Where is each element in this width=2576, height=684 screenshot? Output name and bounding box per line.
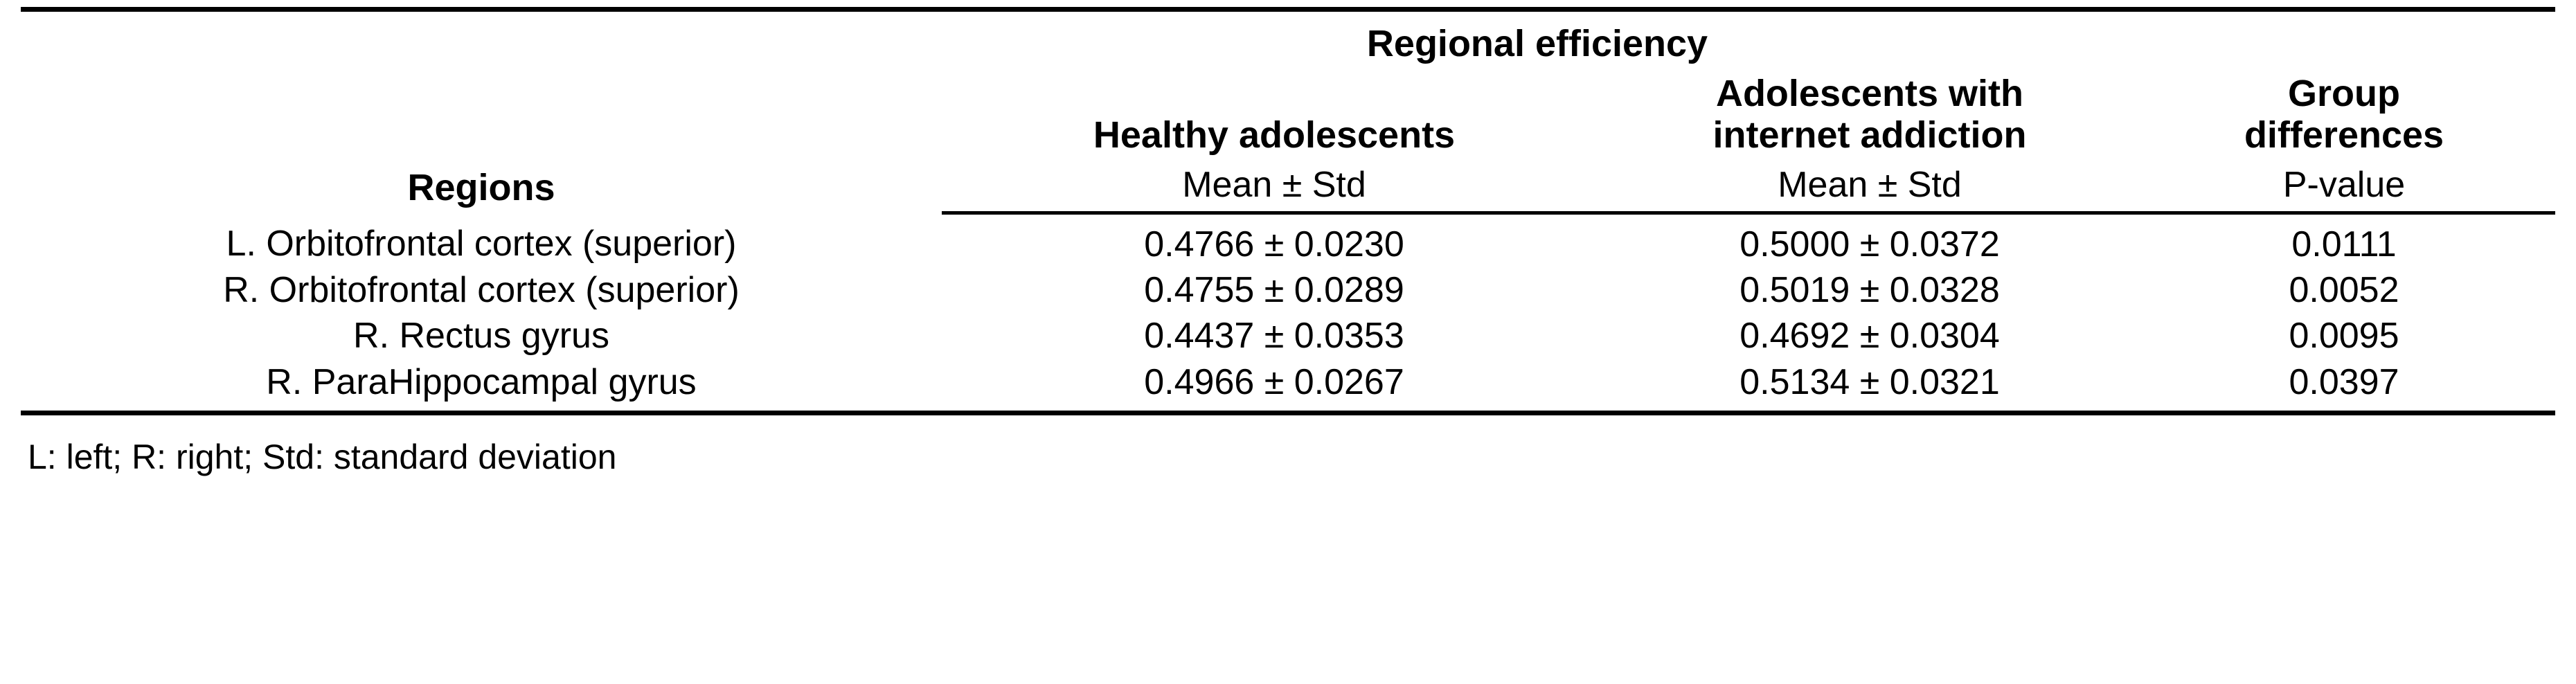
cell-region: R. Orbitofrontal cortex (superior) [223, 270, 740, 311]
table-row [21, 267, 2555, 313]
header-mean-std-addicted: Mean ± Std [1607, 160, 2133, 213]
cell-addicted: 0.5000 ± 0.0372 [1739, 224, 2000, 265]
cell-addicted: 0.4692 ± 0.0304 [1739, 316, 2000, 357]
header-healthy-adolescents: Healthy adolescents [1093, 114, 1456, 156]
cell-region: R. ParaHippocampal gyrus [21, 359, 942, 413]
cell-region: R. Rectus gyrus [353, 316, 609, 357]
table-body [21, 213, 2555, 413]
cell-healthy: 0.4766 ± 0.0230 [1144, 224, 1404, 265]
header-group-differences [2133, 71, 2555, 160]
regional-efficiency-table [21, 7, 2555, 415]
cell-pvalue: 0.0095 [2289, 316, 2399, 357]
header-group-line1: Group [2288, 73, 2400, 115]
cell-addicted: 0.5019 ± 0.0328 [1739, 270, 2000, 311]
header-regional-efficiency: Regional efficiency [942, 10, 2133, 71]
header-spacer-right [2133, 10, 2555, 71]
table-footnote: L: left; R: right; Std: standard deviation [28, 437, 617, 476]
header-group-line2: differences [2244, 114, 2444, 156]
cell-region: L. Orbitofrontal cortex (superior) [226, 223, 737, 264]
cell-healthy: 0.4437 ± 0.0353 [1144, 316, 1404, 357]
table-row [21, 313, 2555, 359]
cell-pvalue: 0.0111 [2291, 224, 2397, 265]
table-row [21, 359, 2555, 413]
header-adolescents-internet-addiction [1607, 71, 2133, 160]
header-addicted-line2: internet addiction [1712, 114, 2027, 156]
header-addicted-line1: Adolescents with [1715, 73, 2024, 115]
cell-pvalue: 0.0052 [2289, 270, 2399, 311]
header-pvalue: P-value [2133, 160, 2555, 213]
cell-healthy: 0.4755 ± 0.0289 [1144, 270, 1404, 311]
header-row-group [21, 10, 2555, 71]
header-mean-std-healthy: Mean ± Std [942, 160, 1607, 213]
header-regions-label: Regions [407, 166, 555, 208]
cell-pvalue: 0.0397 [2133, 359, 2555, 413]
cell-addicted: 0.5134 ± 0.0321 [1607, 359, 2133, 413]
table-header [21, 10, 2555, 213]
header-row-titles [21, 71, 2555, 160]
table-row [21, 213, 2555, 268]
header-regions [21, 71, 942, 213]
header-spacer-left [21, 10, 942, 71]
cell-healthy: 0.4966 ± 0.0267 [942, 359, 1607, 413]
